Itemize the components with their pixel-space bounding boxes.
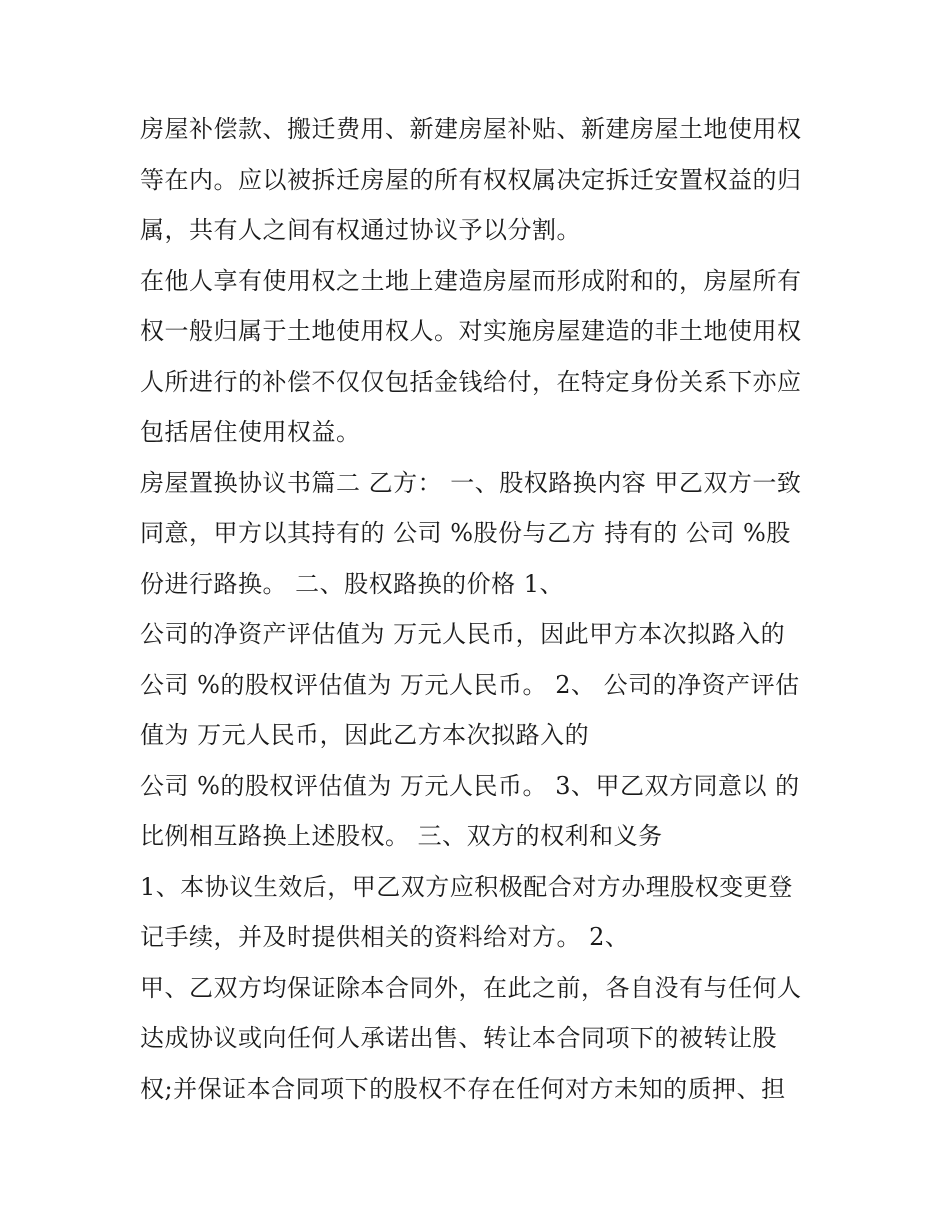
document-body [140, 104, 830, 1114]
text-line: 公司的净资产评估值为 万元人民币，因此甲方本次拟路入的 [140, 620, 786, 648]
text-line: 记手续，并及时提供相关的资料给对方。 2、 [140, 923, 630, 951]
text-line: 包括居住使用权益。 [140, 418, 361, 446]
text-line: 权一般归属于土地使用权人。对实施房屋建造的非土地使用权 [140, 317, 802, 345]
text-line: 1、本协议生效后，甲乙双方应积极配合对方办理股权变更登 [140, 872, 793, 901]
text-line: 房屋置换协议书篇二 乙方： 一、股权路换内容 甲乙双方一致 [140, 468, 802, 497]
text-line: 份进行路换。 二、股权路换的价格 1、 [140, 569, 565, 598]
text-line: 同意，甲方以其持有的 公司 %股份与乙方 持有的 公司 %股 [140, 519, 791, 547]
text-line: 公司 %的股权评估值为 万元人民币。 2、 公司的净资产评估 [140, 670, 800, 699]
text-line: 公司 %的股权评估值为 万元人民币。 3、甲乙双方同意以 的 [140, 771, 800, 800]
text-line: 值为 万元人民币，因此乙方本次拟路入的 [140, 721, 590, 749]
text-line: 在他人享有使用权之土地上建造房屋而形成附和的，房屋所有 [140, 266, 802, 295]
text-line: 房屋补偿款、搬迁费用、新建房屋补贴、新建房屋土地使用权 [140, 115, 802, 143]
text-line: 达成协议或向任何人承诺出售、转让本合同项下的被转让股 [140, 1024, 777, 1052]
text-line: 权;并保证本合同项下的股权不存在任何对方未知的质押、担 [140, 1074, 786, 1103]
text-line: 属，共有人之间有权通过协议予以分割。 [140, 216, 581, 244]
text-line: 比例相互路换上述股权。 三、双方的权利和义务 [140, 822, 663, 850]
text-line: 甲、乙双方均保证除本合同外，在此之前，各自没有与任何人 [140, 973, 802, 1002]
text-line: 等在内。应以被拆迁房屋的所有权权属决定拆迁安置权益的归 [140, 165, 802, 194]
text-line: 人所进行的补偿不仅仅包括金钱给付，在特定身份关系下亦应 [140, 367, 802, 396]
